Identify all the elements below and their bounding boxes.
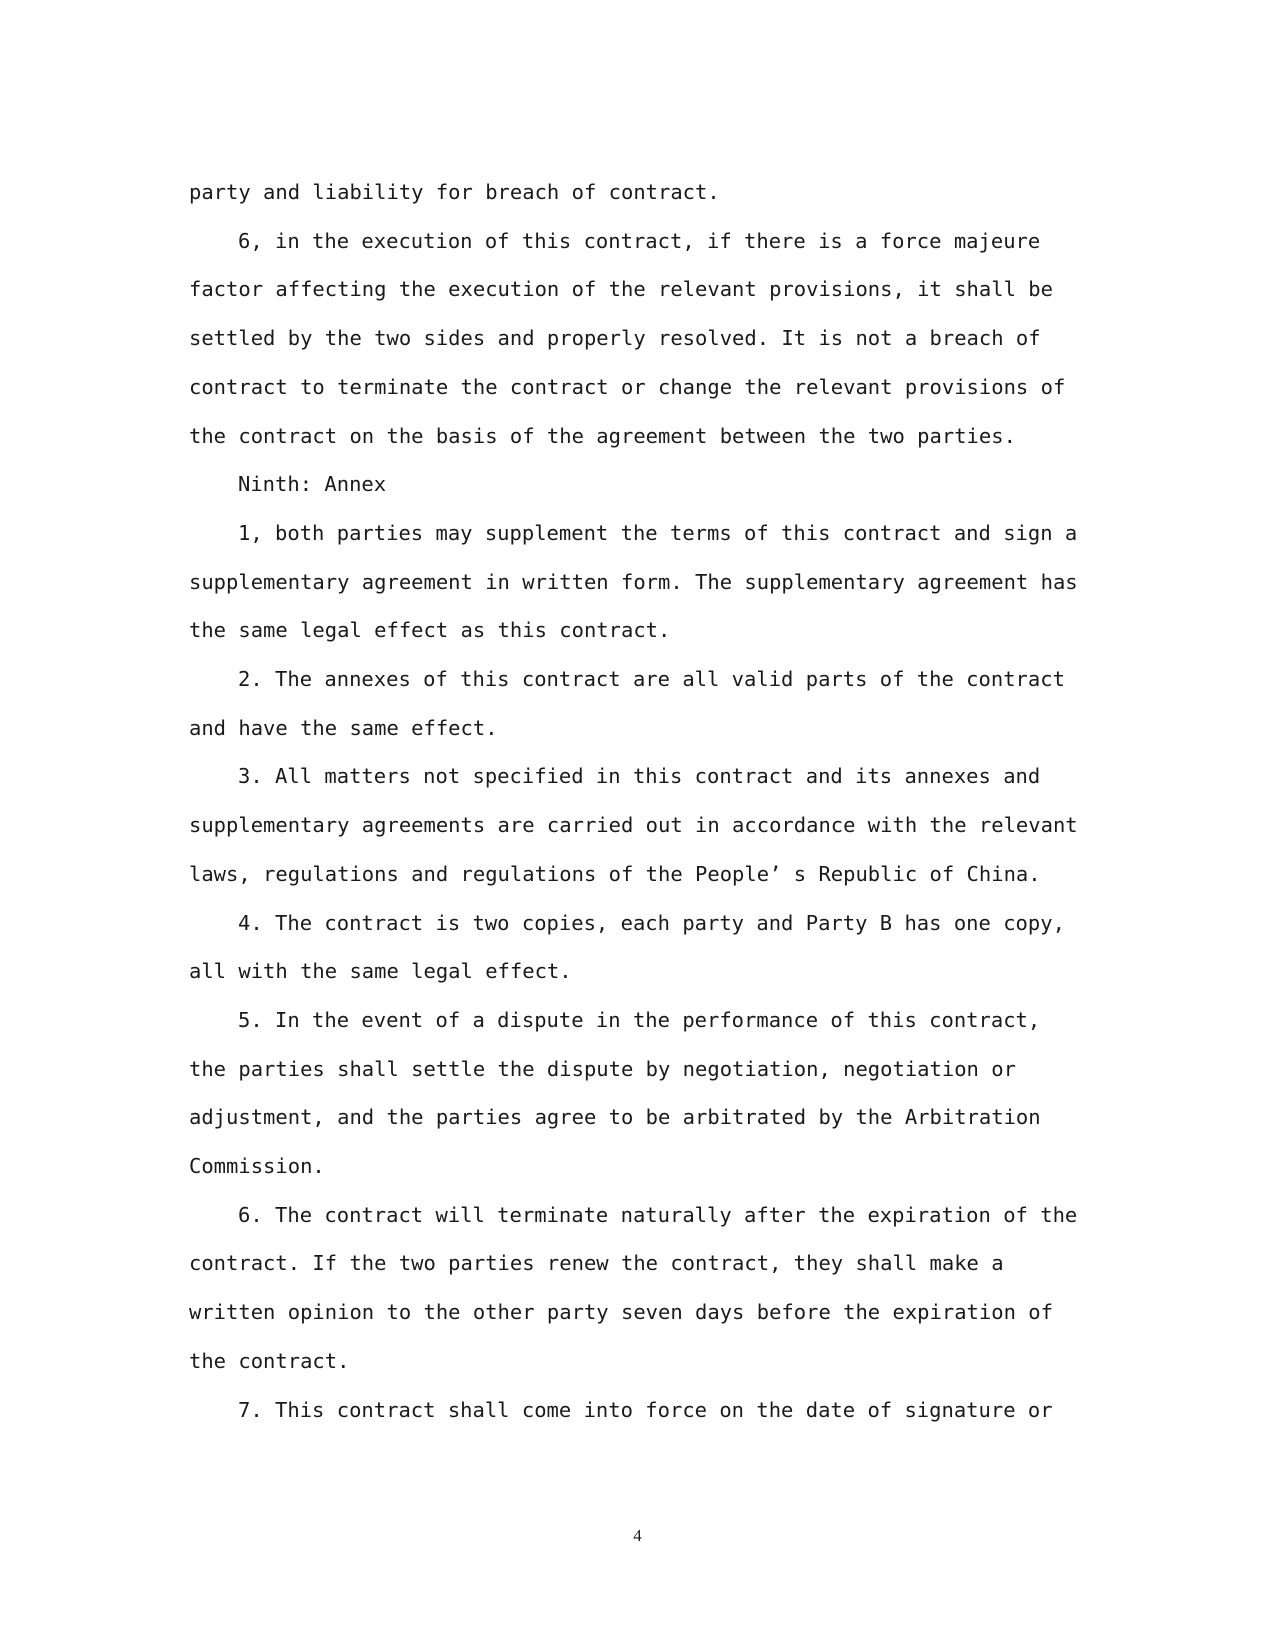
paragraph-force-majeure: 6, in the execution of this contract, if there is a force majeure factor affecting the execution of the relevant provisions, it shall be settled by the two sides and properly resolved. It is not a breach of contract to terminate the contract or change the relevant provisions of the contract on the basis of the agreement between the two parties.: [189, 228, 1066, 448]
paragraph-annex-item-1: 1, both parties may supplement the terms of this contract and sign a supplementary agreement in written form. The supplementary agreement has the same legal effect as this contract.: [189, 520, 1078, 643]
paragraph-annex-item-3: 3. All matters not specified in this contract and its annexes and supplementary agreements are carried out in accordance with the relevant laws, regulations and regulations of the People’ s Republic of China.: [189, 764, 1078, 886]
paragraph-annex-item-2: 2. The annexes of this contract are all valid parts of the contract and have the same effect.: [189, 667, 1065, 740]
paragraph-annex-item-7: 7. This contract shall come into force on the date of signature or: [238, 1397, 1053, 1422]
paragraph-continuation: party and liability for breach of contract.: [189, 180, 720, 204]
section-heading-ninth-annex: Ninth: Annex: [238, 472, 387, 497]
page-number: 4: [633, 1526, 642, 1545]
paragraph-annex-item-5: 5. In the event of a dispute in the performance of this contract, the parties shall settle the dispute by negotiation, negotiation or adjustment, and the parties agree to be arbitrated by the Arbitration Commission.: [189, 1007, 1041, 1179]
paragraph-annex-item-4: 4. The contract is two copies, each party and Party B has one copy, all with the same legal effect.: [189, 910, 1065, 984]
paragraph-annex-item-6: 6. The contract will terminate naturally after the expiration of the contract. If the two parties renew the contract, they shall make a written opinion to the other party seven days before the expiration of the contract.: [189, 1202, 1078, 1373]
contract-body: [189, 168, 1089, 1434]
